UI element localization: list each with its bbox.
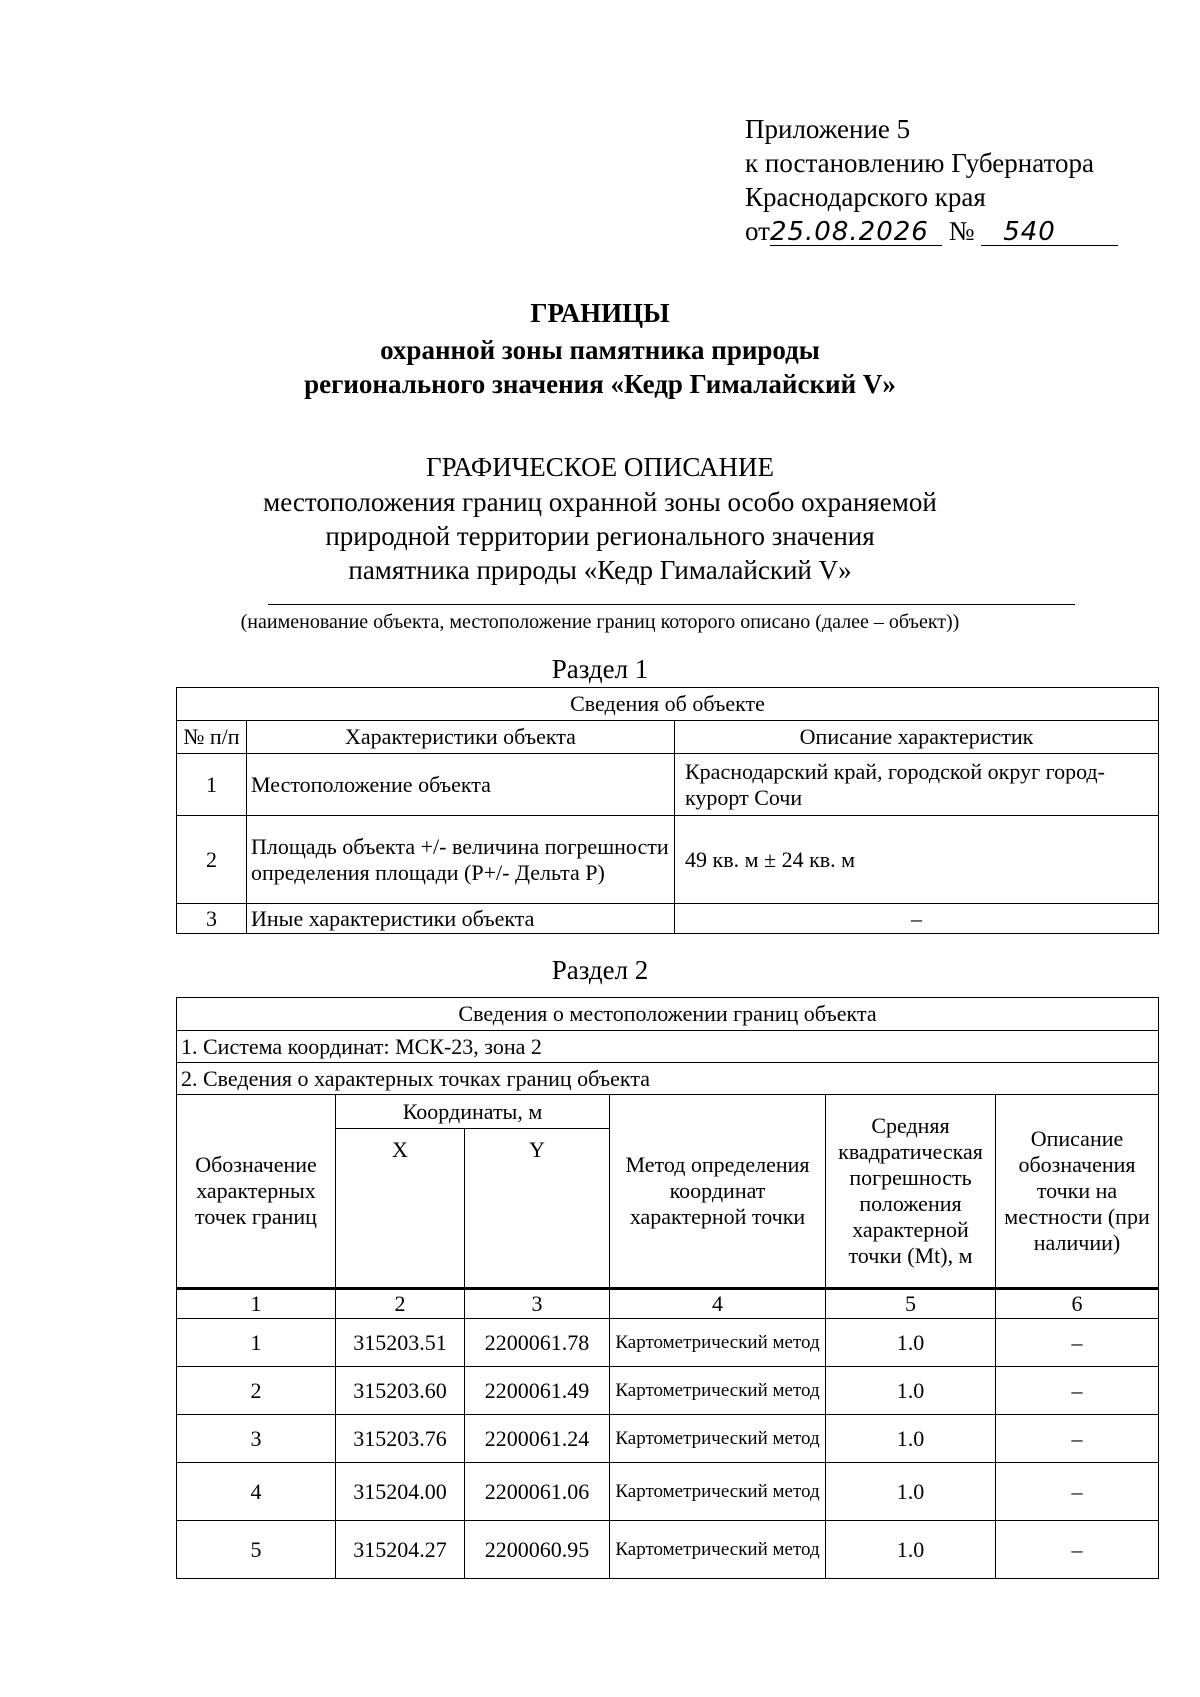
header-x: X [336,1129,465,1289]
header-description: Описание характеристик [675,721,1159,754]
point-description: – [996,1415,1159,1463]
point-y: 2200061.24 [465,1415,610,1463]
name-underline [268,604,1075,605]
column-number: 2 [336,1289,465,1319]
table-row [177,754,1159,816]
point-mt: 1.0 [826,1367,996,1415]
points-title: 2. Сведения о характерных точках границ объекта [177,1063,1159,1095]
column-number: 1 [177,1289,336,1319]
header-y: Y [465,1129,610,1289]
point-mt: 1.0 [826,1319,996,1367]
table-row [177,904,1159,934]
row-characteristic: Иные характеристики объекта [247,904,675,934]
header-point-description: Описание обозначения точки на местности (при наличии) [996,1095,1159,1289]
row-description: – [675,904,1159,934]
decree-number: 540 [981,219,1118,246]
point-y: 2200060.95 [465,1521,610,1579]
point-method: Картометрический метод [610,1415,826,1463]
header-characteristics: Характеристики объекта [247,721,675,754]
point-id: 2 [177,1367,336,1415]
point-y: 2200061.78 [465,1319,610,1367]
point-description: – [996,1521,1159,1579]
point-x: 315204.27 [336,1521,465,1579]
appendix-line-2: к постановлению Губернатора [745,148,1094,178]
row-characteristic: Местоположение объекта [247,754,675,816]
table-row [177,1521,1159,1579]
object-info-table [176,687,1159,934]
header-designation: Обозначение характерных точек границ [177,1095,336,1289]
row-description: 49 кв. м ± 24 кв. м [675,816,1159,904]
point-description: – [996,1319,1159,1367]
point-description: – [996,1463,1159,1521]
section-1-title: Раздел 1 [551,654,649,684]
appendix-date-line [745,214,1165,248]
header-coordinates: Координаты, м [336,1095,610,1129]
header-error: Средняя квадратическая погрешность положения характерной точки (Mt), м [826,1095,996,1289]
decree-date: 25.08.2026 [770,219,942,246]
heading-title: ГРАНИЦЫ [530,298,670,328]
table-row [177,1415,1159,1463]
point-method: Картометрический метод [610,1319,826,1367]
name-caption: (наименование объекта, местоположение границ которого описано (далее – объект)) [240,611,960,633]
coordinate-system: 1. Система координат: МСК-23, зона 2 [177,1031,1159,1063]
section-2-title: Раздел 2 [551,955,649,985]
column-numbers-row [177,1289,1159,1319]
date-prefix: от [745,216,770,246]
row-characteristic: Площадь объекта +/- величина погрешности определения площади (P+/- Дельта P) [247,816,675,904]
point-description: – [996,1367,1159,1415]
point-id: 1 [177,1319,336,1367]
point-id: 4 [177,1463,336,1521]
point-mt: 1.0 [826,1521,996,1579]
graphic-line-4: памятника природы «Кедр Гималайский V» [348,555,852,585]
column-number: 4 [610,1289,826,1319]
point-x: 315204.00 [336,1463,465,1521]
heading-line-2: охранной зоны памятника природы [380,335,820,365]
table-row [177,1367,1159,1415]
point-y: 2200061.06 [465,1463,610,1521]
point-id: 5 [177,1521,336,1579]
row-num: 2 [177,816,247,904]
boundary-title: Сведения о местоположении границ объекта [177,998,1159,1031]
point-mt: 1.0 [826,1463,996,1521]
point-y: 2200061.49 [465,1367,610,1415]
point-x: 315203.76 [336,1415,465,1463]
point-method: Картометрический метод [610,1463,826,1521]
table-row [177,1463,1159,1521]
graphic-title: ГРАФИЧЕСКОЕ ОПИСАНИЕ [425,452,775,482]
graphic-line-2: местоположения границ охранной зоны особо охраняемой [263,487,937,517]
graphic-line-3: природной территории регионального значения [325,521,875,551]
table-row [177,816,1159,904]
point-mt: 1.0 [826,1415,996,1463]
column-number: 5 [826,1289,996,1319]
point-method: Картометрический метод [610,1367,826,1415]
column-number: 3 [465,1289,610,1319]
point-method: Картометрический метод [610,1521,826,1579]
column-number: 6 [996,1289,1159,1319]
table-row [177,1319,1159,1367]
point-id: 3 [177,1415,336,1463]
row-num: 1 [177,754,247,816]
header-num: № п/п [177,721,247,754]
boundary-points-table [176,997,1159,1579]
appendix-block [745,112,1165,248]
heading-line-3: регионального значения «Кедр Гималайский V» [304,369,896,399]
header-method: Метод определения координат характерной точки [610,1095,826,1289]
row-description: Краснодарский край, городской округ город-курорт Сочи [675,754,1159,816]
appendix-line-3: Краснодарского края [745,182,986,212]
object-info-title: Сведения об объекте [177,688,1159,721]
appendix-line-1: Приложение 5 [745,114,911,144]
row-num: 3 [177,904,247,934]
point-x: 315203.51 [336,1319,465,1367]
number-label: № [948,216,975,246]
point-x: 315203.60 [336,1367,465,1415]
